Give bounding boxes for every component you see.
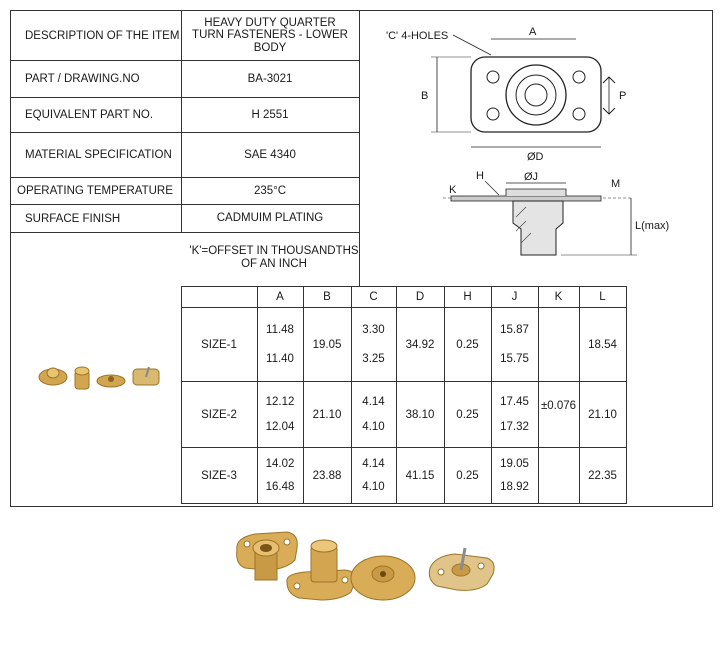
col-header-l: L	[599, 291, 606, 303]
dim-p-label: P	[619, 90, 627, 102]
value-min: 4.10	[362, 420, 385, 433]
col-header-d: D	[415, 291, 425, 303]
table-cell-d: 38.10	[405, 408, 435, 421]
product-thumbnail	[35, 351, 165, 395]
mount-hole	[487, 108, 499, 120]
spec-label-finish: SURFACE FINISH	[25, 212, 121, 225]
size-label: SIZE-3	[201, 469, 237, 482]
dim-k-label: K	[449, 184, 457, 196]
grid-line	[181, 503, 626, 504]
spec-label-description: DESCRIPTION OF THE ITEM	[25, 29, 180, 42]
spec-value-finish: CADMUIM PLATING	[216, 212, 324, 225]
spec-label-equivalent: EQUIVALENT PART NO.	[25, 109, 154, 121]
value-min: 16.48	[265, 481, 295, 494]
spec-value-description: HEAVY DUTY QUARTER TURN FASTENERS - LOWER BODY	[192, 17, 348, 54]
mount-hole	[573, 71, 585, 83]
value-min: 4.10	[362, 481, 385, 494]
table-cell-c	[351, 382, 396, 447]
holes-label: 'C' 4-HOLES	[386, 30, 449, 42]
mount-hole	[487, 71, 499, 83]
spec-label-temperature: OPERATING TEMPERATURE	[17, 185, 173, 197]
table-cell-d: 34.92	[405, 338, 435, 351]
value-min: 18.92	[500, 481, 529, 494]
value-min: 17.32	[500, 420, 529, 433]
table-cell-l: 18.54	[588, 338, 617, 351]
value-min: 11.40	[266, 352, 294, 365]
dim-l-label: L(max)	[635, 220, 670, 232]
dim-h-label: H	[476, 170, 484, 182]
technical-drawing	[381, 17, 701, 277]
spec-value-temperature: 235°C	[253, 184, 287, 197]
product-photo	[225, 520, 505, 615]
spec-value-equivalent: H 2551	[251, 108, 289, 121]
value-max: 15.87	[500, 324, 529, 337]
table-cell-a	[257, 448, 303, 503]
offset-note: 'K'=OFFSET IN THOUSANDTHS OF AN INCH	[189, 245, 359, 271]
value-min: 3.25	[362, 352, 385, 365]
spec-value-part: BA-3021	[247, 72, 293, 85]
table-cell-l: 21.10	[588, 408, 617, 421]
table-cell-j	[491, 308, 538, 381]
table-cell-j	[491, 382, 538, 447]
value-max: 12.12	[265, 396, 295, 409]
col-header-h: H	[463, 291, 472, 303]
value-max: 4.14	[362, 457, 385, 470]
grid-line	[626, 286, 627, 504]
table-cell-b: 23.88	[312, 469, 342, 482]
k-tolerance: ±0.076	[540, 399, 577, 412]
col-header-b: B	[323, 291, 331, 303]
dim-j-label: ØJ	[524, 171, 539, 183]
table-cell-c	[351, 448, 396, 503]
table-cell-l: 22.35	[588, 469, 617, 482]
table-cell-b: 21.10	[312, 408, 342, 421]
table-cell-b: 19.05	[312, 338, 342, 351]
table-cell-h: 0.25	[456, 338, 479, 351]
col-header-c: C	[369, 291, 378, 303]
value-max: 3.30	[362, 324, 385, 337]
spec-value-material: SAE 4340	[244, 148, 296, 161]
table-cell-a	[257, 382, 303, 447]
col-header-j: J	[511, 291, 518, 303]
table-cell-h: 0.25	[456, 408, 479, 421]
spec-label-material: MATERIAL SPECIFICATION	[25, 149, 172, 161]
row-line	[11, 232, 359, 233]
table-cell-j	[491, 448, 538, 503]
dim-m-label: M	[611, 178, 621, 190]
size-label: SIZE-2	[201, 408, 237, 421]
table-cell-a	[257, 308, 303, 381]
size-label: SIZE-1	[201, 338, 237, 351]
value-max: 14.02	[265, 457, 295, 470]
value-max: 17.45	[500, 396, 529, 409]
dim-a-label: A	[529, 26, 537, 38]
table-cell-d: 41.15	[405, 469, 435, 482]
value-max: 4.14	[362, 396, 385, 409]
dim-b-label: B	[421, 90, 429, 102]
mount-hole	[573, 108, 585, 120]
value-min: 12.04	[265, 420, 295, 433]
col-header-k: K	[554, 291, 563, 303]
dim-d-label: ØD	[527, 151, 544, 163]
table-cell-h: 0.25	[456, 469, 479, 482]
table-cell-c	[351, 308, 396, 381]
col-header-a: A	[276, 291, 284, 303]
value-max: 11.48	[266, 324, 294, 337]
value-min: 15.75	[500, 352, 529, 365]
value-max: 19.05	[500, 457, 529, 470]
spec-sheet	[10, 10, 713, 507]
spec-label-part: PART / DRAWING.NO	[25, 73, 140, 85]
